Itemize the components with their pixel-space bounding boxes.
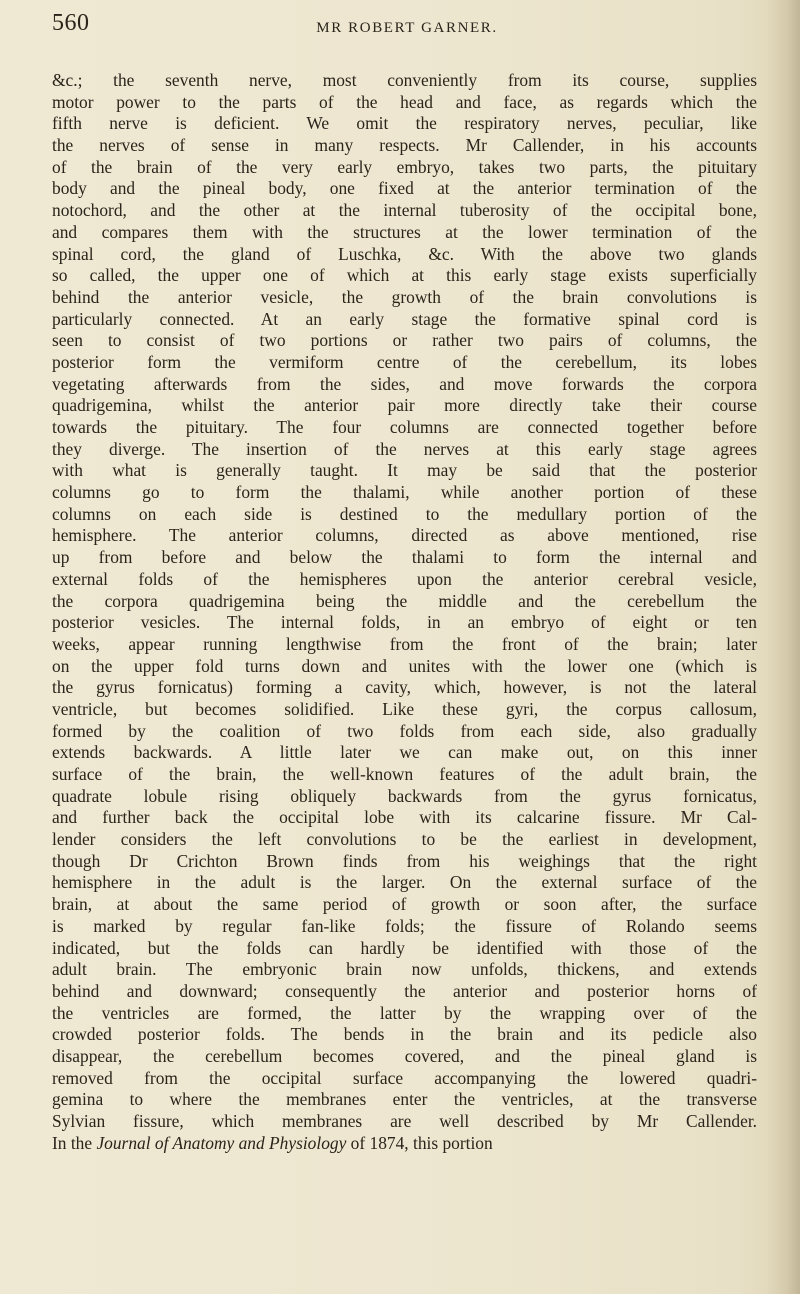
text-line: fifth nerve is deficient. We omit the respiratory nerves, peculiar, like [52,113,757,134]
text-line: brain, at about the same period of growth or soon after, the surface [52,894,757,915]
text-line: quadrigemina, whilst the anterior pair more directly take their course [52,395,757,416]
text-line: behind and downward; consequently the anterior and posterior horns of [52,980,757,1001]
text-line: ventricle, but becomes solidified. Like these gyri, the corpus callosum, [52,698,757,719]
text-line: columns go to form the thalami, while another portion of these [52,482,757,503]
text-line: posterior vesicles. The internal folds, in an embryo of eight or ten [52,612,757,633]
text-line: they diverge. The insertion of the nerves at this early stage agrees [52,438,757,459]
text-line: extends backwards. A little later we can make out, on this inner [52,742,757,763]
text-line: so called, the upper one of which at this early stage exists superficially [52,265,757,286]
text-line: quadrate lobule rising obliquely backwards from the gyrus fornicatus, [52,785,757,806]
journal-title: Journal of Anatomy and Physiology [96,1132,347,1153]
text-line: adult brain. The embryonic brain now unfolds, thickens, and extends [52,959,757,980]
text-line: body and the pineal body, one fixed at the anterior termination of the [52,178,757,199]
text-line: notochord, and the other at the internal tuberosity of the occipital bone, [52,200,757,221]
text-line: removed from the occipital surface accompanying the lowered quadri- [52,1067,757,1088]
text-line: seen to consist of two portions or rather two pairs of columns, the [52,330,757,351]
body-text [52,70,757,1154]
text-line: the ventricles are formed, the latter by the wrapping over of the [52,1002,757,1023]
text-line: with what is generally taught. It may be said that the posterior [52,460,757,481]
text-line: vegetating afterwards from the sides, and move forwards the corpora [52,373,757,394]
text-line: lender considers the left convolutions to be the earliest in development, [52,829,757,850]
text-line: spinal cord, the gland of Luschka, &c. With the above two glands [52,243,757,264]
text-line: behind the anterior vesicle, the growth of the brain convolutions is [52,286,757,307]
page-header [52,10,762,44]
text-line: crowded posterior folds. The bends in the brain and its pedicle also [52,1024,757,1045]
text-line: indicated, but the folds can hardly be identified with those of the [52,937,757,958]
text-line: the corpora quadrigemina being the middle and the cerebellum the [52,590,757,611]
text-line: Sylvian fissure, which membranes are well described by Mr Callender. [52,1111,757,1131]
text-line: is marked by regular fan-like folds; the fissure of Rolando seems [52,915,757,936]
text-line: up from before and below the thalami to form the internal and [52,547,757,568]
text-line: of the brain of the very early embryo, takes two parts, the pituitary [52,156,757,177]
text-line: external folds of the hemispheres upon the anterior cerebral vesicle, [52,568,757,589]
text-line: the nerves of sense in many respects. Mr Callender, in his accounts [52,135,757,156]
text-line: though Dr Crichton Brown finds from his weighings that the right [52,850,757,871]
text-segment: In the [52,1132,97,1153]
text-line: formed by the coalition of two folds from each side, also gradually [52,720,757,741]
text-line: columns on each side is destined to the medullary portion of the [52,503,757,524]
text-line: surface of the brain, the well-known features of the adult brain, the [52,764,757,784]
text-segment: of 1874, this portion [346,1132,493,1153]
text-line: the gyrus fornicatus) forming a cavity, which, however, is not the lateral [52,677,757,698]
text-line: and compares them with the structures at the lower termination of the [52,221,757,242]
text-line: posterior form the vermiform centre of the cerebellum, its lobes [52,351,757,372]
text-line: hemisphere in the adult is the larger. On the external surface of the [52,872,757,893]
text-line: on the upper fold turns down and unites with the lower one (which is [52,655,757,676]
running-head: MR ROBERT GARNER. [316,20,498,36]
text-line: and further back the occipital lobe with its calcarine fissure. Mr Cal- [52,807,757,828]
text-line: hemisphere. The anterior columns, directed as above mentioned, rise [52,525,757,546]
text-line: motor power to the parts of the head and face, as regards which the [52,91,757,112]
page-number: 560 [52,10,90,36]
text-line: weeks, appear running lengthwise from the front of the brain; later [52,633,757,654]
text-line: towards the pituitary. The four columns are connected together before [52,417,757,437]
text-line: &c.; the seventh nerve, most conveniently from its course, supplies [52,70,757,90]
text-line: disappear, the cerebellum becomes covered, and the pineal gland is [52,1045,757,1066]
page-edge-shadow [766,0,800,1294]
text-line-final [52,1133,757,1155]
text-line: particularly connected. At an early stage the formative spinal cord is [52,308,757,329]
text-line: gemina to where the membranes enter the ventricles, at the transverse [52,1089,757,1110]
